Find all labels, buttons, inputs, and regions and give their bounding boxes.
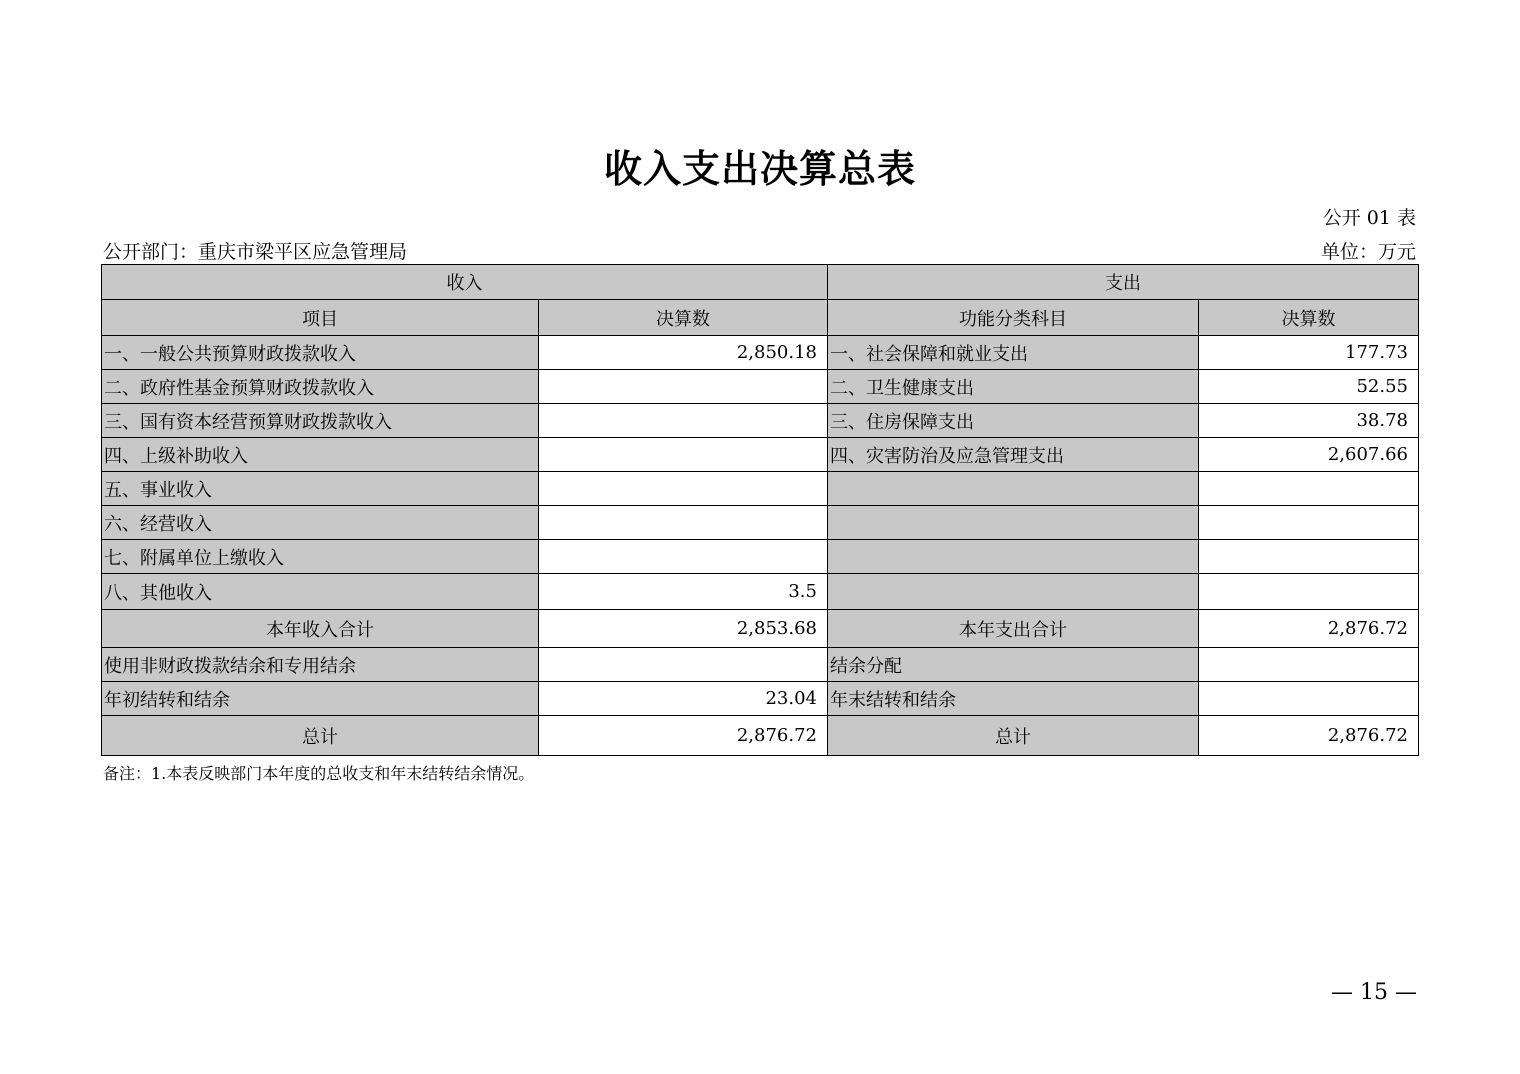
expense-amount xyxy=(1199,472,1419,506)
expense-header: 支出 xyxy=(828,265,1419,300)
income-item: 六、经营收入 xyxy=(102,506,539,540)
income-amount xyxy=(539,540,828,574)
expense-amount: 2,607.66 xyxy=(1199,438,1419,472)
expense-amount: 38.78 xyxy=(1199,404,1419,438)
expense-amount xyxy=(1199,506,1419,540)
amount-header: 决算数 xyxy=(539,300,828,336)
income-item: 八、其他收入 xyxy=(102,574,539,610)
table-row xyxy=(102,336,1419,370)
amount2-header: 决算数 xyxy=(1199,300,1419,336)
expense-subtotal-label: 本年支出合计 xyxy=(828,610,1199,648)
total-row xyxy=(102,716,1419,756)
footnote: 备注：1.本表反映部门本年度的总收支和年末结转结余情况。 xyxy=(103,764,535,783)
income-amount xyxy=(539,472,828,506)
page-title: 收入支出决算总表 xyxy=(603,147,916,191)
item-header: 项目 xyxy=(102,300,539,336)
income-amount: 2,850.18 xyxy=(539,336,828,370)
income-item: 三、国有资本经营预算财政拨款收入 xyxy=(102,404,539,438)
income-amount xyxy=(539,370,828,404)
unit-label: 单位：万元 xyxy=(1320,241,1416,263)
income-amount xyxy=(539,506,828,540)
income-item: 四、上级补助收入 xyxy=(102,438,539,472)
income-subtotal-label: 本年收入合计 xyxy=(102,610,539,648)
table-row xyxy=(102,472,1419,506)
expense-item xyxy=(828,506,1199,540)
expense-item: 二、卫生健康支出 xyxy=(828,370,1199,404)
expense-total-label: 总计 xyxy=(828,716,1199,756)
expense-item: 一、社会保障和就业支出 xyxy=(828,336,1199,370)
expense-item: 三、住房保障支出 xyxy=(828,404,1199,438)
expense-amount xyxy=(1199,574,1419,610)
table-row xyxy=(102,438,1419,472)
income-expense-table xyxy=(101,264,1419,756)
table-row xyxy=(102,682,1419,716)
expense-item: 四、灾害防治及应急管理支出 xyxy=(828,438,1199,472)
expense-subtotal-value: 2,876.72 xyxy=(1199,610,1419,648)
expense-amount: 52.55 xyxy=(1199,370,1419,404)
income-header: 收入 xyxy=(102,265,828,300)
income-item: 七、附属单位上缴收入 xyxy=(102,540,539,574)
expense-amount xyxy=(1199,540,1419,574)
form-number: 公开 01 表 xyxy=(1322,207,1416,229)
income-amount xyxy=(539,438,828,472)
expense-item: 结余分配 xyxy=(828,648,1199,682)
expense-item: 年末结转和结余 xyxy=(828,682,1199,716)
expense-item xyxy=(828,540,1199,574)
income-total-label: 总计 xyxy=(102,716,539,756)
income-amount: 3.5 xyxy=(539,574,828,610)
table-row xyxy=(102,540,1419,574)
income-total-value: 2,876.72 xyxy=(539,716,828,756)
income-amount xyxy=(539,404,828,438)
page-number: — 15 — xyxy=(1331,980,1417,1005)
table-row xyxy=(102,404,1419,438)
expense-amount: 177.73 xyxy=(1199,336,1419,370)
table-row xyxy=(102,506,1419,540)
expense-amount xyxy=(1199,682,1419,716)
expense-item xyxy=(828,574,1199,610)
income-item: 年初结转和结余 xyxy=(102,682,539,716)
income-item: 使用非财政拨款结余和专用结余 xyxy=(102,648,539,682)
income-item: 二、政府性基金预算财政拨款收入 xyxy=(102,370,539,404)
table-row xyxy=(102,648,1419,682)
department-label: 公开部门：重庆市梁平区应急管理局 xyxy=(103,241,408,263)
income-amount: 23.04 xyxy=(539,682,828,716)
income-subtotal-value: 2,853.68 xyxy=(539,610,828,648)
subtotal-row xyxy=(102,610,1419,648)
expense-item xyxy=(828,472,1199,506)
income-item: 五、事业收入 xyxy=(102,472,539,506)
func-category-header: 功能分类科目 xyxy=(828,300,1199,336)
expense-amount xyxy=(1199,648,1419,682)
expense-total-value: 2,876.72 xyxy=(1199,716,1419,756)
table-row xyxy=(102,574,1419,610)
income-amount xyxy=(539,648,828,682)
income-item: 一、一般公共预算财政拨款收入 xyxy=(102,336,539,370)
table-row xyxy=(102,370,1419,404)
